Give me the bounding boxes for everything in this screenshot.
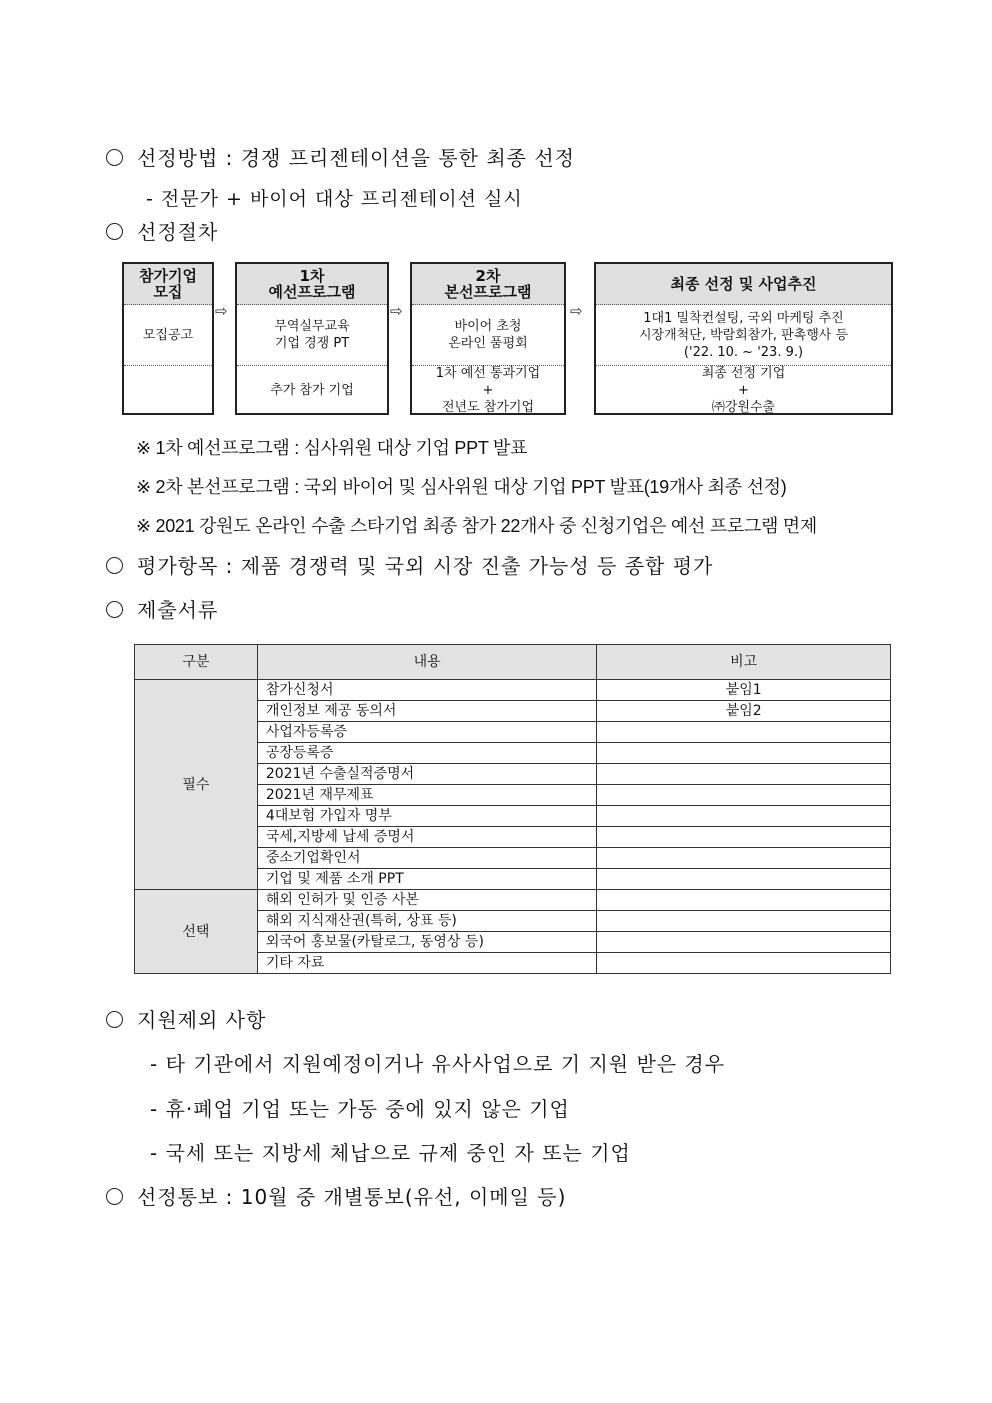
circle-bullet-icon [106,1011,123,1028]
flow-step-bot: 1차 예선 통과기업 + 전년도 참가기업 [435,366,541,415]
document-item: 국세,지방세 납세 증명서 [257,827,597,848]
circle-bullet-icon [106,1188,123,1205]
table-row [135,890,891,911]
document-remark: 붙임2 [597,701,891,722]
document-item: 개인정보 제공 동의서 [257,701,597,722]
circle-bullet-icon [106,223,123,240]
circle-bullet-icon [106,149,123,166]
document-remark [597,932,891,953]
note-preliminary: ※ 1차 예선프로그램 : 심사위원 대상 기업 PPT 발표 [136,438,528,458]
flow-step-recruit [122,262,214,415]
document-remark [597,911,891,932]
flow-step-mid: 바이어 초청 온라인 품평회 [412,305,564,366]
notification-heading: 선정통보 : 10월 중 개별통보(유선, 이메일 등) [106,1181,566,1210]
document-remark [597,890,891,911]
document-item: 해외 지식재산권(특허, 상표 등) [257,911,597,932]
exclusion-item: - 휴·폐업 기업 또는 가동 중에 있지 않은 기업 [150,1097,570,1121]
document-remark [597,722,891,743]
exclusion-item: - 국세 또는 지방세 체납으로 규제 중인 자 또는 기업 [150,1141,631,1165]
procedure-heading: 선정절차 [106,216,218,245]
note-final-round: ※ 2차 본선프로그램 : 국외 바이어 및 심사위원 대상 기업 PPT 발표(19개사 최종 선정) [136,477,787,497]
document-item: 4대보험 가입자 명부 [257,806,597,827]
flow-step-head: 2차 본선프로그램 [412,264,564,305]
document-remark [597,869,891,890]
document-item: 기타 자료 [257,953,597,974]
document-remark [597,806,891,827]
table-header-row [135,645,891,680]
document-item: 기업 및 제품 소개 PPT [257,869,597,890]
documents-table [134,644,891,974]
flow-step-head: 참가기업 모집 [124,264,212,305]
exclusion-item: - 타 기관에서 지원예정이거나 유사사업으로 기 지원 받은 경우 [150,1052,726,1076]
document-remark [597,785,891,806]
flow-step-head: 1차 예선프로그램 [237,264,387,305]
flow-step-bot [124,366,212,415]
flow-step-mid: 무역실무교육 기업 경쟁 PT [237,305,387,366]
document-item: 2021년 수출실적증명서 [257,764,597,785]
circle-bullet-icon [106,601,123,618]
flow-step-preliminary [235,262,389,415]
exclusions-heading: 지원제외 사항 [106,1004,266,1033]
document-item: 해외 인허가 및 인증 사본 [257,890,597,911]
flow-step-bot: 최종 선정 기업 + ㈜강원수출 [701,366,786,415]
document-remark [597,743,891,764]
method-heading: 선정방법 : 경쟁 프리젠테이션을 통한 최종 선정 [106,142,575,171]
document-remark [597,953,891,974]
evaluation-heading: 평가항목 : 제품 경쟁력 및 국외 시장 진출 가능성 등 종합 평가 [106,550,713,579]
right-arrow-icon: ⇨ [215,302,228,320]
column-header-category: 구분 [135,645,258,680]
document-remark [597,764,891,785]
document-remark [597,848,891,869]
documents-heading: 제출서류 [106,594,218,623]
column-header-content: 내용 [257,645,597,680]
note-exemption: ※ 2021 강원도 온라인 수출 스타기업 최종 참가 22개사 중 신청기업은 예선 프로그램 면제 [136,516,817,536]
document-item: 참가신청서 [257,680,597,701]
flow-step-mid: 모집공고 [124,305,212,366]
flow-step-head: 최종 선정 및 사업추진 [596,264,891,305]
document-item: 2021년 재무제표 [257,785,597,806]
flow-step-bot: 추가 참가 기업 [270,383,354,398]
flow-step-mid: 1대1 밀착컨설팅, 국외 마케팅 추진 시장개척단, 박람회참가, 판촉행사 등 ('22. 10. ~ '23. 9.) [596,305,891,366]
table-row [135,680,891,701]
document-item: 중소기업확인서 [257,848,597,869]
category-optional: 선택 [135,890,258,974]
method-detail: - 전문가 + 바이어 대상 프리젠테이션 실시 [146,188,523,210]
document-item: 외국어 홍보물(카탈로그, 동영상 등) [257,932,597,953]
column-header-remark: 비고 [597,645,891,680]
right-arrow-icon: ⇨ [390,302,403,320]
right-arrow-icon: ⇨ [570,302,583,320]
document-item: 공장등록증 [257,743,597,764]
document-item: 사업자등록증 [257,722,597,743]
flow-step-final-selection [594,262,893,415]
flow-step-final-round [410,262,566,415]
category-required: 필수 [135,680,258,890]
circle-bullet-icon [106,557,123,574]
document-remark: 붙임1 [597,680,891,701]
document-remark [597,827,891,848]
